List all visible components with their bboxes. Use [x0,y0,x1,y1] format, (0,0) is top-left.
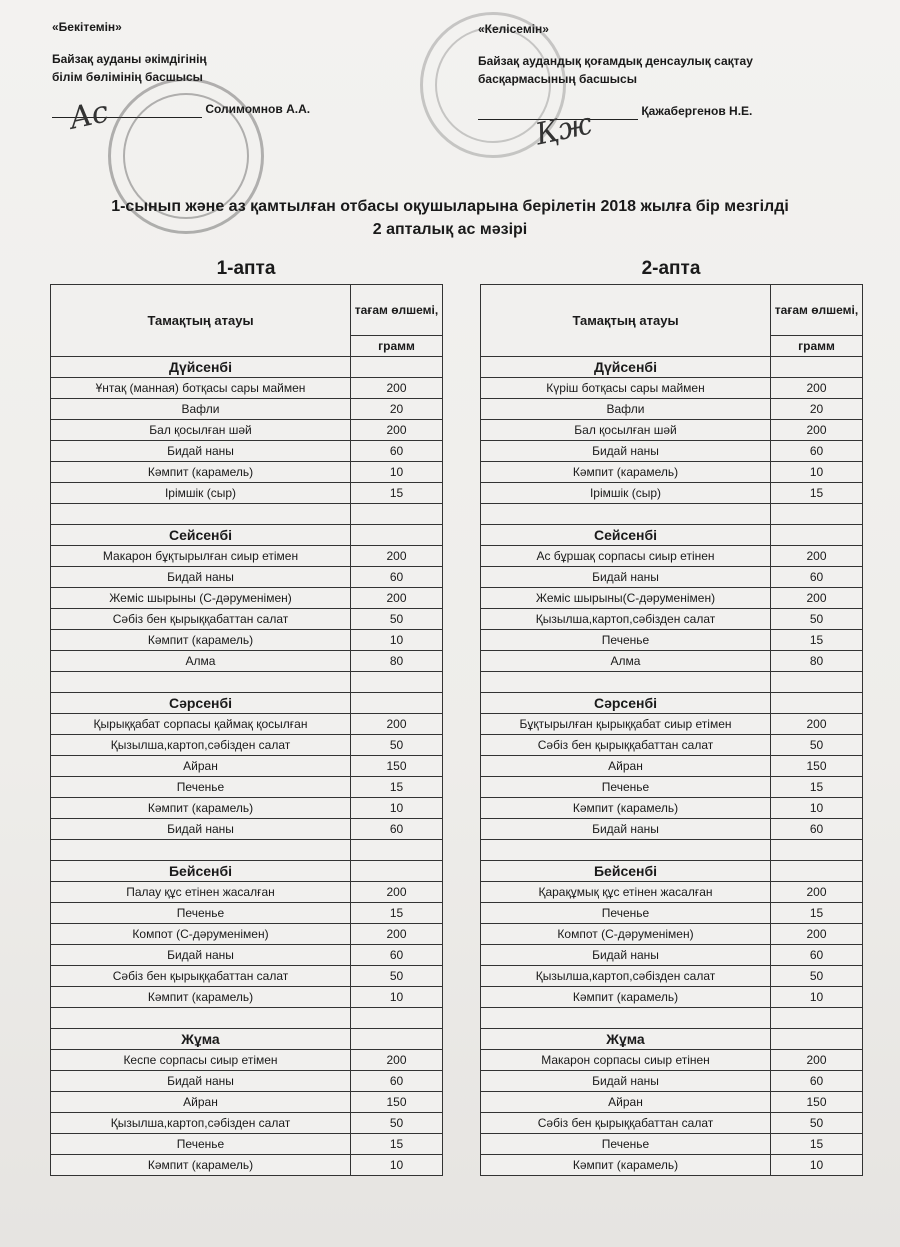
menu-item-row [481,945,863,966]
dish-name: Бидай наны [481,945,771,966]
portion-grams: 60 [351,441,443,462]
menu-item-row [51,987,443,1008]
portion-grams: 60 [351,567,443,588]
menu-item-row [51,924,443,945]
menu-item-row [481,630,863,651]
menu-item-row [51,420,443,441]
approval-label: «Бекітемін» [52,20,122,34]
portion-grams: 200 [771,714,863,735]
menu-item-row [481,378,863,399]
dish-name: Қызылша,картоп,сәбізден салат [51,735,351,756]
portion-grams: 200 [351,1050,443,1071]
portion-grams: 15 [771,483,863,504]
portion-grams: 15 [771,777,863,798]
day-name: Дүйсенбі [481,357,771,378]
dish-name: Печенье [481,630,771,651]
dish-name: Кәмпит (карамель) [481,1155,771,1176]
week1-title: 1-апта [216,258,276,279]
dish-name: Сәбіз бен қырыққабаттан салат [481,1113,771,1134]
signature-left: Ac [66,94,112,137]
title-line1: 1-сынып және аз қамтылған отбасы оқушыларына берілетін 2018 жылға бір мезгілді [111,198,789,215]
spacer-cell [351,672,443,693]
portion-grams: 200 [771,378,863,399]
portion-grams: 15 [351,1134,443,1155]
dish-name: Қызылша,картоп,сәбізден салат [51,1113,351,1134]
dish-name: Вафли [51,399,351,420]
approval-org-line2: білім бөлімінің басшысы [52,70,203,84]
portion-grams: 15 [351,903,443,924]
portion-grams: 50 [771,966,863,987]
day-row [481,1029,863,1050]
day-row [481,861,863,882]
menu-item-row [51,1134,443,1155]
dish-name: Кәмпит (карамель) [481,798,771,819]
menu-item-row [51,882,443,903]
day-empty-cell [771,357,863,378]
day-empty-cell [351,525,443,546]
week2-menu-table [480,284,863,1176]
dish-name: Кеспе сорпасы сиыр етімен [51,1050,351,1071]
dish-name: Жеміс шырыны(С-дәруменімен) [481,588,771,609]
day-row [481,525,863,546]
spacer-row [51,504,443,525]
dish-name: Қырыққабат сорпасы қаймақ қосылған [51,714,351,735]
day-name: Сейсенбі [51,525,351,546]
menu-item-row [51,630,443,651]
portion-grams: 150 [771,1092,863,1113]
approval-signer: Солимомнов А.А. [205,102,311,116]
dish-name: Алма [51,651,351,672]
dish-name: Кәмпит (карамель) [481,987,771,1008]
portion-grams: 15 [771,903,863,924]
dish-name: Сәбіз бен қырыққабаттан салат [51,609,351,630]
menu-item-row [51,903,443,924]
week1-menu-table [50,284,443,1176]
menu-item-row [51,651,443,672]
spacer-cell [481,1008,771,1029]
day-name: Сәрсенбі [51,693,351,714]
menu-item-row [51,1050,443,1071]
menu-item-row [481,819,863,840]
portion-grams: 10 [771,987,863,1008]
portion-grams: 50 [351,1113,443,1134]
dish-name: Бидай наны [481,1071,771,1092]
menu-item-row [481,1155,863,1176]
signature-right: Қж [531,106,596,153]
portion-grams: 200 [351,714,443,735]
dish-name: Бал қосылған шәй [481,420,771,441]
portion-grams: 15 [351,777,443,798]
agreement-label: «Келісемін» [478,22,549,36]
menu-item-row [481,966,863,987]
portion-grams: 10 [351,1155,443,1176]
spacer-cell [51,672,351,693]
dish-name: Ас бұршақ сорпасы сиыр етінен [481,546,771,567]
menu-item-row [481,1092,863,1113]
day-empty-cell [351,357,443,378]
menu-item-row [51,378,443,399]
menu-item-row [51,1071,443,1092]
portion-grams: 10 [771,462,863,483]
portion-grams: 60 [771,567,863,588]
spacer-cell [351,840,443,861]
menu-item-row [51,567,443,588]
day-name: Сейсенбі [481,525,771,546]
portion-grams: 10 [771,1155,863,1176]
day-empty-cell [351,1029,443,1050]
portion-grams: 200 [351,924,443,945]
portion-grams: 50 [351,609,443,630]
dish-name: Печенье [51,777,351,798]
column-header-portion: тағам өлшемі, [771,285,863,336]
menu-item-row [481,420,863,441]
day-empty-cell [351,861,443,882]
day-name: Бейсенбі [481,861,771,882]
day-empty-cell [771,861,863,882]
dish-name: Кәмпит (карамель) [51,630,351,651]
portion-grams: 150 [351,1092,443,1113]
menu-item-row [51,483,443,504]
portion-grams: 200 [351,546,443,567]
dish-name: Алма [481,651,771,672]
dish-name: Макарон бұқтырылған сиыр етімен [51,546,351,567]
dish-name: Бидай наны [51,441,351,462]
dish-name: Бидай наны [481,567,771,588]
menu-item-row [51,588,443,609]
dish-name: Айран [481,756,771,777]
dish-name: Қарақұмық құс етінен жасалған [481,882,771,903]
spacer-cell [351,504,443,525]
dish-name: Кәмпит (карамель) [51,987,351,1008]
portion-grams: 50 [771,735,863,756]
dish-name: Печенье [481,903,771,924]
dish-name: Айран [51,756,351,777]
portion-grams: 50 [771,1113,863,1134]
menu-item-row [481,882,863,903]
table-header-row [481,285,863,336]
title-line2: 2 апталық ас мәзірі [372,221,528,238]
menu-item-row [481,924,863,945]
portion-grams: 80 [771,651,863,672]
dish-name: Палау құс етінен жасалған [51,882,351,903]
menu-item-row [481,735,863,756]
spacer-cell [481,672,771,693]
day-name: Жұма [51,1029,351,1050]
menu-item-row [51,441,443,462]
menu-item-row [481,903,863,924]
menu-item-row [481,441,863,462]
menu-item-row [51,798,443,819]
menu-item-row [51,777,443,798]
day-empty-cell [771,693,863,714]
agreement-org-line1: Байзақ аудандық қоғамдық денсаулық сақтау [478,54,753,68]
day-empty-cell [351,693,443,714]
portion-grams: 20 [771,399,863,420]
dish-name: Қызылша,картоп,сәбізден салат [481,609,771,630]
menu-item-row [481,1134,863,1155]
dish-name: Ірімшік (сыр) [481,483,771,504]
dish-name: Бидай наны [51,945,351,966]
day-name: Дүйсенбі [51,357,351,378]
menu-item-row [481,987,863,1008]
day-row [51,357,443,378]
menu-item-row [481,651,863,672]
dish-name: Кәмпит (карамель) [481,462,771,483]
portion-grams: 50 [771,609,863,630]
portion-grams: 60 [351,1071,443,1092]
spacer-cell [481,840,771,861]
portion-grams: 10 [351,798,443,819]
spacer-row [481,840,863,861]
portion-grams: 150 [771,756,863,777]
day-row [51,693,443,714]
dish-name: Күріш ботқасы сары маймен [481,378,771,399]
dish-name: Жеміс шырыны (С-дәруменімен) [51,588,351,609]
menu-item-row [481,588,863,609]
portion-grams: 200 [771,546,863,567]
menu-item-row [481,1113,863,1134]
menu-item-row [481,1071,863,1092]
spacer-cell [51,840,351,861]
portion-grams: 50 [351,966,443,987]
table-header-row [51,285,443,336]
spacer-cell [771,504,863,525]
spacer-cell [351,1008,443,1029]
menu-item-row [481,777,863,798]
menu-item-row [51,609,443,630]
menu-item-row [51,1092,443,1113]
portion-grams: 10 [351,630,443,651]
dish-name: Ірімшік (сыр) [51,483,351,504]
dish-name: Бидай наны [51,819,351,840]
dish-name: Айран [481,1092,771,1113]
portion-grams: 20 [351,399,443,420]
menu-item-row [51,1113,443,1134]
dish-name: Сәбіз бен қырыққабаттан салат [51,966,351,987]
week2-title: 2-апта [641,258,701,279]
menu-item-row [51,945,443,966]
menu-item-row [51,546,443,567]
portion-grams: 60 [771,441,863,462]
column-header-unit: грамм [351,336,443,357]
spacer-cell [481,504,771,525]
column-header-dish-name: Тамақтың атауы [51,285,351,357]
portion-grams: 15 [771,1134,863,1155]
dish-name: Ұнтақ (манная) ботқасы сары маймен [51,378,351,399]
menu-item-row [51,1155,443,1176]
portion-grams: 60 [771,1071,863,1092]
dish-name: Сәбіз бен қырыққабаттан салат [481,735,771,756]
portion-grams: 200 [771,420,863,441]
portion-grams: 80 [351,651,443,672]
dish-name: Вафли [481,399,771,420]
column-header-dish-name: Тамақтың атауы [481,285,771,357]
menu-item-row [481,714,863,735]
dish-name: Печенье [481,777,771,798]
portion-grams: 60 [771,819,863,840]
menu-item-row [481,798,863,819]
portion-grams: 200 [771,588,863,609]
day-name: Бейсенбі [51,861,351,882]
menu-item-row [51,735,443,756]
menu-item-row [51,399,443,420]
dish-name: Қызылша,картоп,сәбізден салат [481,966,771,987]
spacer-row [51,1008,443,1029]
day-empty-cell [771,525,863,546]
menu-item-row [51,819,443,840]
dish-name: Айран [51,1092,351,1113]
day-row [51,861,443,882]
agreement-org-line2: басқармасының басшысы [478,72,637,86]
portion-grams: 60 [351,945,443,966]
portion-grams: 200 [351,420,443,441]
dish-name: Печенье [51,1134,351,1155]
menu-item-row [51,756,443,777]
menu-item-row [481,462,863,483]
day-row [481,693,863,714]
dish-name: Компот (С-дәруменімен) [481,924,771,945]
dish-name: Печенье [51,903,351,924]
dish-name: Кәмпит (карамель) [51,1155,351,1176]
spacer-row [51,672,443,693]
spacer-cell [51,1008,351,1029]
spacer-row [481,672,863,693]
dish-name: Бал қосылған шәй [51,420,351,441]
menu-item-row [51,966,443,987]
menu-item-row [51,462,443,483]
column-header-unit: грамм [771,336,863,357]
spacer-cell [771,840,863,861]
portion-grams: 200 [351,588,443,609]
menu-item-row [51,714,443,735]
dish-name: Печенье [481,1134,771,1155]
dish-name: Кәмпит (карамель) [51,798,351,819]
approval-org-line1: Байзақ ауданы әкімдігінің [52,52,207,66]
portion-grams: 15 [351,483,443,504]
menu-item-row [481,483,863,504]
agreement-signer: Қажабергенов Н.Е. [641,104,753,118]
portion-grams: 10 [351,462,443,483]
menu-item-row [481,546,863,567]
column-header-portion: тағам өлшемі, [351,285,443,336]
menu-item-row [481,609,863,630]
portion-grams: 15 [771,630,863,651]
dish-name: Бидай наны [51,567,351,588]
menu-item-row [481,399,863,420]
dish-name: Кәмпит (карамель) [51,462,351,483]
menu-item-row [481,756,863,777]
day-row [481,357,863,378]
dish-name: Бидай наны [51,1071,351,1092]
spacer-row [51,840,443,861]
spacer-row [481,504,863,525]
portion-grams: 200 [771,1050,863,1071]
spacer-cell [51,504,351,525]
portion-grams: 10 [351,987,443,1008]
day-empty-cell [771,1029,863,1050]
day-row [51,1029,443,1050]
portion-grams: 200 [351,378,443,399]
portion-grams: 60 [351,819,443,840]
portion-grams: 200 [351,882,443,903]
day-name: Сәрсенбі [481,693,771,714]
day-name: Жұма [481,1029,771,1050]
portion-grams: 10 [771,798,863,819]
document-title [40,195,860,241]
dish-name: Макарон сорпасы сиыр етінен [481,1050,771,1071]
day-row [51,525,443,546]
menu-item-row [481,567,863,588]
dish-name: Бидай наны [481,441,771,462]
portion-grams: 50 [351,735,443,756]
spacer-cell [771,1008,863,1029]
dish-name: Компот (С-дәруменімен) [51,924,351,945]
portion-grams: 60 [771,945,863,966]
spacer-row [481,1008,863,1029]
menu-item-row [481,1050,863,1071]
portion-grams: 150 [351,756,443,777]
spacer-cell [771,672,863,693]
dish-name: Бидай наны [481,819,771,840]
dish-name: Бұқтырылған қырыққабат сиыр етімен [481,714,771,735]
portion-grams: 200 [771,882,863,903]
portion-grams: 200 [771,924,863,945]
